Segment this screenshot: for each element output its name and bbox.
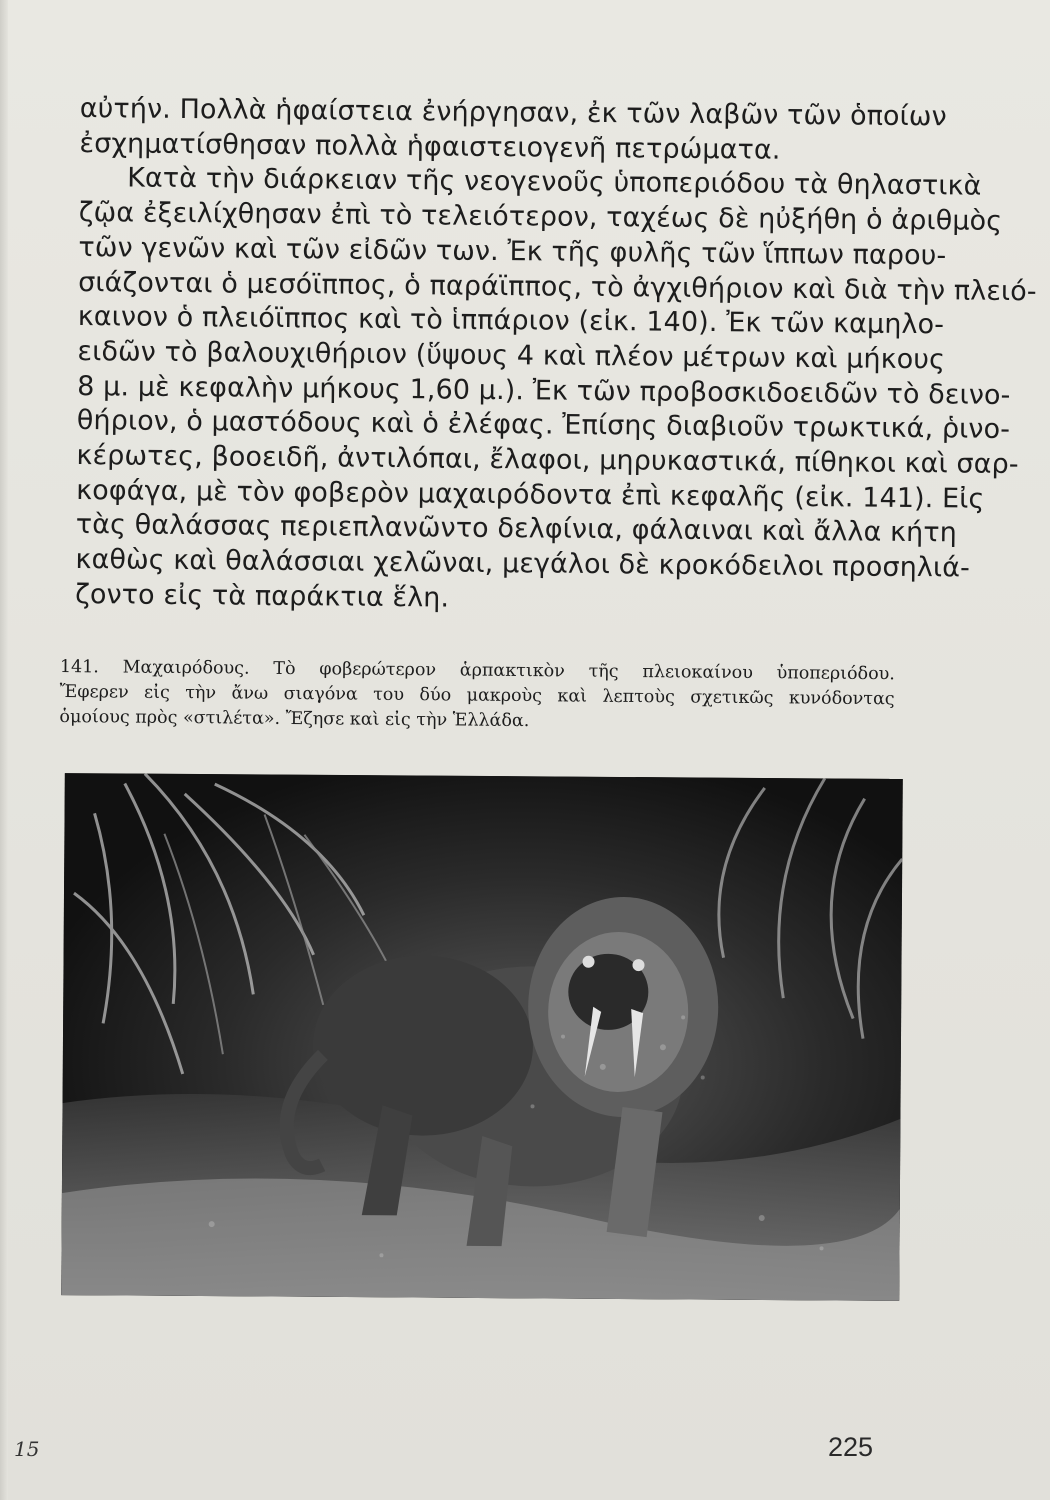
body-line: αὐτήν. Πολλὰ ἡφαίστεια ἐνήργησαν, ἐκ τῶν λαβῶν τῶν ὁποίων (79, 92, 947, 133)
figure-caption (59, 655, 895, 737)
body-line: καθὼς καὶ θαλάσσιαι χελῶναι, μεγάλοι δὲ κροκόδειλοι προσηλιά- (75, 544, 971, 584)
page-gutter (0, 0, 8, 1500)
body-line: 8 μ. μὲ κεφαλὴν μήκους 1,60 μ.). Ἐκ τῶν προβοσκιδοειδῶν τὸ δεινο- (77, 370, 1011, 411)
body-line: ζῷα ἐξειλίχθησαν ἐπὶ τὸ τελειότερον, ταχέως δὲ ηὐξήθη ὁ ἀριθμὸς (78, 197, 1003, 237)
body-line: σιάζονται ὁ μεσόϊππος, ὁ παράϊππος, τὸ ἀγχιθήριον καὶ διὰ τὴν πλειό- (78, 266, 1037, 307)
page-number: 225 (828, 1432, 874, 1462)
body-line: Κατὰ τὴν διάρκειαν τῆς νεογενοῦς ὑποπεριόδου τὰ θηλαστικὰ (127, 162, 982, 203)
body-line: τὰς θαλάσσας περιεπλανῶντο δελφίνια, φάλαιναι καὶ ἄλλα κήτη (75, 509, 958, 549)
caption-line: ὁμοίους πρὸς «στιλέτα». Ἔζησε καὶ εἰς τὴν Ἑλλάδα. (59, 706, 530, 732)
body-line: τῶν γενῶν καὶ τῶν εἰδῶν των. Ἐκ τῆς φυλῆς τῶν ἵππων παρου- (78, 231, 947, 272)
body-line: θήριον, ὁ μαστόδους καὶ ὁ ἐλέφας. Ἐπίσης διαβιοῦν τρωκτικά, ῥινο- (76, 405, 1011, 446)
body-line: καινον ὁ πλειόϊππος καὶ τὸ ἱππάριον (εἰκ. 140). Ἐκ τῶν καμηλο- (77, 301, 945, 341)
body-line: κέρωτες, βοοειδῆ, ἀντιλόπαι, ἔλαφοι, μηρυκαστικά, πίθηκοι καὶ σαρ- (76, 440, 1019, 481)
caption-line: 141. Μαχαιρόδους. Τὸ φοβερώτερον ἁρπακτικὸν τῆς πλειοκαίνου ὑποπεριόδου. (59, 656, 895, 685)
body-text (75, 92, 1037, 621)
signature-mark: 15 (14, 1437, 40, 1461)
sabertooth-illustration (61, 773, 903, 1301)
body-line: κοφάγα, μὲ τὸν φοβερὸν μαχαιρόδοντα ἐπὶ κεφαλῆς (εἰκ. 141). Εἰς (76, 474, 985, 515)
caption-line: Ἔφερεν εἰς τὴν ἄνω σιαγόνα του δύο μακροὺς καὶ λεπτοὺς σχετικῶς κυνόδοντας (59, 681, 895, 710)
figure-photo-sabertooth (61, 773, 903, 1301)
body-line: ειδῶν τὸ βαλουχιθήριον (ὕψους 4 καὶ πλέον μέτρων καὶ μήκους (77, 335, 946, 376)
body-line: ἐσχηματίσθησαν πολλὰ ἡφαιστειογενῆ πετρώματα. (79, 127, 781, 166)
body-line: ζοντο εἰς τὰ παράκτια ἕλη. (75, 578, 450, 614)
